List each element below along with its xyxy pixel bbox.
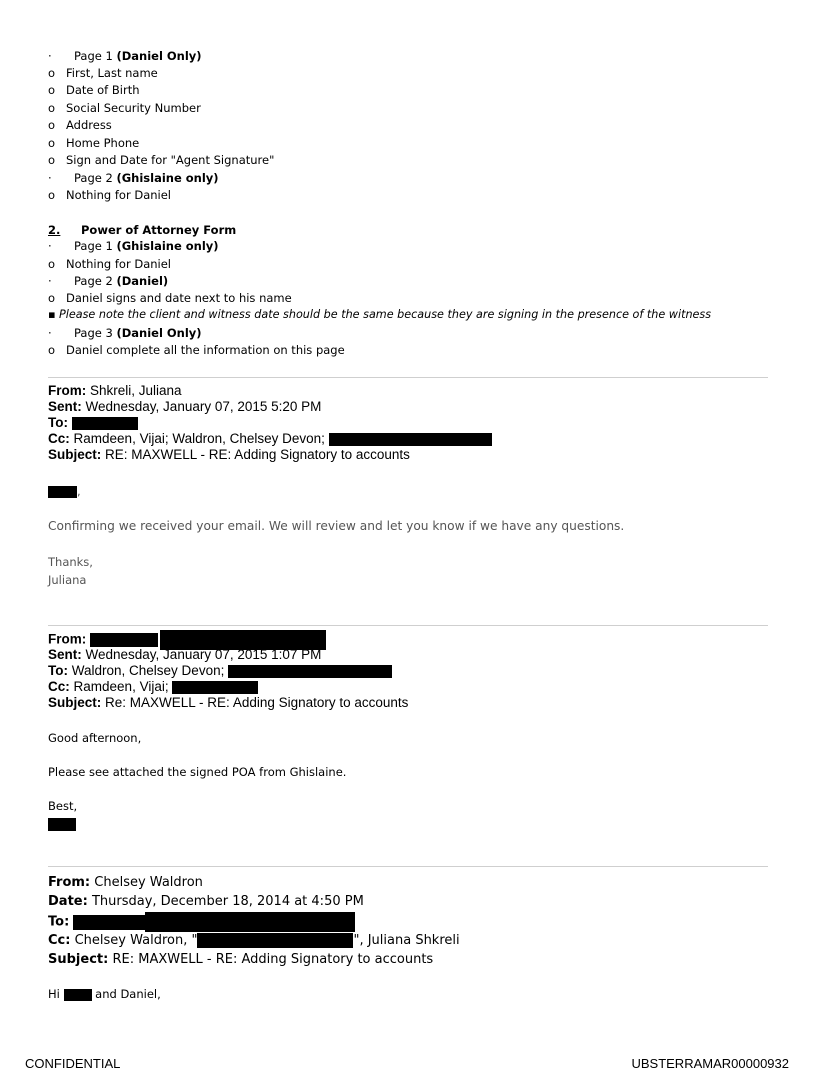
checklist-line	[48, 48, 202, 64]
page-owner: (Daniel Only)	[116, 49, 202, 63]
checklist-text: Sign and Date for "Agent Signature"	[66, 153, 275, 167]
email1-from	[48, 383, 182, 399]
sent-label: Sent:	[48, 647, 82, 662]
checklist-text: Daniel signs and date next to his name	[66, 291, 292, 305]
email3-to	[48, 912, 355, 932]
email1-subject	[48, 447, 410, 463]
page-label: Page 2	[74, 171, 113, 185]
to-value: Waldron, Chelsey Devon;	[71, 663, 225, 678]
email3-date	[48, 893, 364, 911]
email2-signature	[48, 816, 76, 832]
section-heading	[48, 222, 237, 238]
subject-label: Subject:	[48, 695, 102, 710]
bullet-marker: o	[48, 291, 56, 305]
checklist-line	[48, 325, 202, 341]
email2-greeting: Good afternoon,	[48, 731, 142, 745]
bullet-marker: o	[48, 343, 56, 357]
checklist-text: Date of Birth	[66, 83, 140, 97]
email2-cc	[48, 679, 258, 695]
email1-sent	[48, 399, 321, 415]
cc-value: Ramdeen, Vijai; Waldron, Chelsey Devon;	[73, 431, 325, 446]
section-number: 2.	[48, 223, 61, 237]
checklist-text: Address	[66, 118, 112, 132]
sent-label: Sent:	[48, 399, 82, 414]
square-bullet-icon: ▪	[48, 308, 56, 321]
redaction-block	[48, 818, 76, 831]
bullet-marker: o	[48, 83, 56, 97]
email1-to	[48, 415, 138, 431]
bullet-marker: o	[48, 118, 56, 132]
subject-value: RE: MAXWELL - RE: Adding Signatory to accounts	[112, 952, 434, 967]
cc-value-start: Chelsey Waldron, "	[74, 933, 198, 948]
email-separator	[48, 625, 768, 626]
email1-body: Confirming we received your email. We will review and let you know if we have any questions.	[48, 519, 625, 533]
from-label: From:	[48, 875, 91, 890]
checklist-text: First, Last name	[66, 66, 158, 80]
checklist-line	[48, 290, 292, 306]
redaction-block	[72, 417, 138, 430]
email1-signoff: Thanks,	[48, 555, 93, 569]
section-title: Power of Attorney Form	[81, 223, 237, 237]
checklist-line	[48, 117, 112, 133]
bullet-marker: ·	[48, 171, 52, 185]
bullet-marker: o	[48, 257, 56, 271]
checklist-line	[48, 170, 219, 186]
cc-label: Cc:	[48, 431, 70, 446]
from-value: Chelsey Waldron	[94, 875, 203, 890]
page-label: Page 1	[74, 239, 113, 253]
bullet-marker: o	[48, 153, 56, 167]
redaction-block	[48, 486, 77, 498]
bullet-marker: o	[48, 188, 56, 202]
email3-subject	[48, 951, 433, 969]
cc-label: Cc:	[48, 933, 71, 948]
page-label: Page 3	[74, 326, 113, 340]
subject-value: Re: MAXWELL - RE: Adding Signatory to accounts	[105, 695, 409, 710]
checklist-line	[48, 65, 158, 81]
email3-greeting	[48, 986, 161, 1002]
cc-value: Ramdeen, Vijai;	[73, 679, 169, 694]
email3-from	[48, 874, 203, 892]
checklist-line	[48, 100, 201, 116]
note-text: Please note the client and witness date should be the same because they are signing in the presence of the witness	[59, 308, 712, 321]
bullet-marker: ·	[48, 49, 52, 63]
checklist-line	[48, 135, 140, 151]
checklist-line	[48, 82, 140, 98]
bates-number: UBSTERRAMAR00000932	[631, 1056, 789, 1071]
from-value: Shkreli, Juliana	[90, 383, 182, 398]
email2-to	[48, 663, 392, 679]
page-owner: (Ghislaine only)	[116, 171, 219, 185]
redaction-block	[197, 933, 353, 948]
to-label: To:	[48, 663, 68, 678]
sent-value: Wednesday, January 07, 2015 1:07 PM	[85, 647, 322, 662]
checklist-note	[48, 307, 712, 323]
page-label: Page 1	[74, 49, 113, 63]
cc-value-end: ", Juliana Shkreli	[353, 933, 460, 948]
page-owner: (Ghislaine only)	[116, 239, 219, 253]
email-separator	[48, 866, 768, 867]
bullet-marker: ·	[48, 274, 52, 288]
email2-sent	[48, 647, 321, 663]
bullet-marker: o	[48, 101, 56, 115]
to-label: To:	[48, 914, 70, 930]
subject-value: RE: MAXWELL - RE: Adding Signatory to accounts	[105, 447, 410, 462]
checklist-text: Home Phone	[66, 136, 140, 150]
checklist-text: Nothing for Daniel	[66, 188, 171, 202]
checklist-line	[48, 342, 345, 358]
subject-label: Subject:	[48, 447, 102, 462]
greeting-end: and Daniel,	[95, 987, 161, 1001]
checklist-text: Daniel complete all the information on this page	[66, 343, 345, 357]
page-label: Page 2	[74, 274, 113, 288]
date-value: Thursday, December 18, 2014 at 4:50 PM	[91, 894, 364, 909]
sent-value: Wednesday, January 07, 2015 5:20 PM	[85, 399, 322, 414]
email2-subject	[48, 695, 408, 711]
checklist-line	[48, 273, 169, 289]
bullet-marker: ·	[48, 239, 52, 253]
email2-body: Please see attached the signed POA from Ghislaine.	[48, 765, 347, 779]
bullet-marker: o	[48, 66, 56, 80]
redaction-block	[64, 989, 92, 1001]
date-label: Date:	[48, 894, 88, 909]
confidential-label: CONFIDENTIAL	[25, 1056, 121, 1071]
redaction-block	[172, 681, 258, 694]
checklist-text: Social Security Number	[66, 101, 201, 115]
checklist-line	[48, 256, 171, 272]
redaction-block	[329, 433, 492, 446]
redaction-block	[73, 915, 145, 930]
bullet-marker: o	[48, 136, 56, 150]
redaction-block	[145, 912, 355, 932]
redaction-block	[228, 665, 392, 678]
checklist-line	[48, 187, 171, 203]
cc-label: Cc:	[48, 679, 70, 694]
page-owner: (Daniel)	[116, 274, 169, 288]
email3-cc	[48, 932, 460, 950]
checklist-text: Nothing for Daniel	[66, 257, 171, 271]
checklist-line	[48, 238, 219, 254]
bullet-marker: ·	[48, 326, 52, 340]
email1-greeting	[48, 483, 81, 499]
email2-signoff: Best,	[48, 799, 78, 813]
page-owner: (Daniel Only)	[116, 326, 202, 340]
email1-signature: Juliana	[48, 573, 87, 587]
greeting-punctuation: ,	[77, 484, 81, 498]
checklist-line	[48, 152, 275, 168]
greeting-start: Hi	[48, 987, 60, 1001]
email-separator	[48, 377, 768, 378]
from-label: From:	[48, 383, 87, 398]
from-label: From:	[48, 631, 87, 647]
subject-label: Subject:	[48, 952, 109, 967]
email1-cc	[48, 431, 492, 447]
redaction-block	[90, 633, 158, 647]
to-label: To:	[48, 415, 68, 430]
